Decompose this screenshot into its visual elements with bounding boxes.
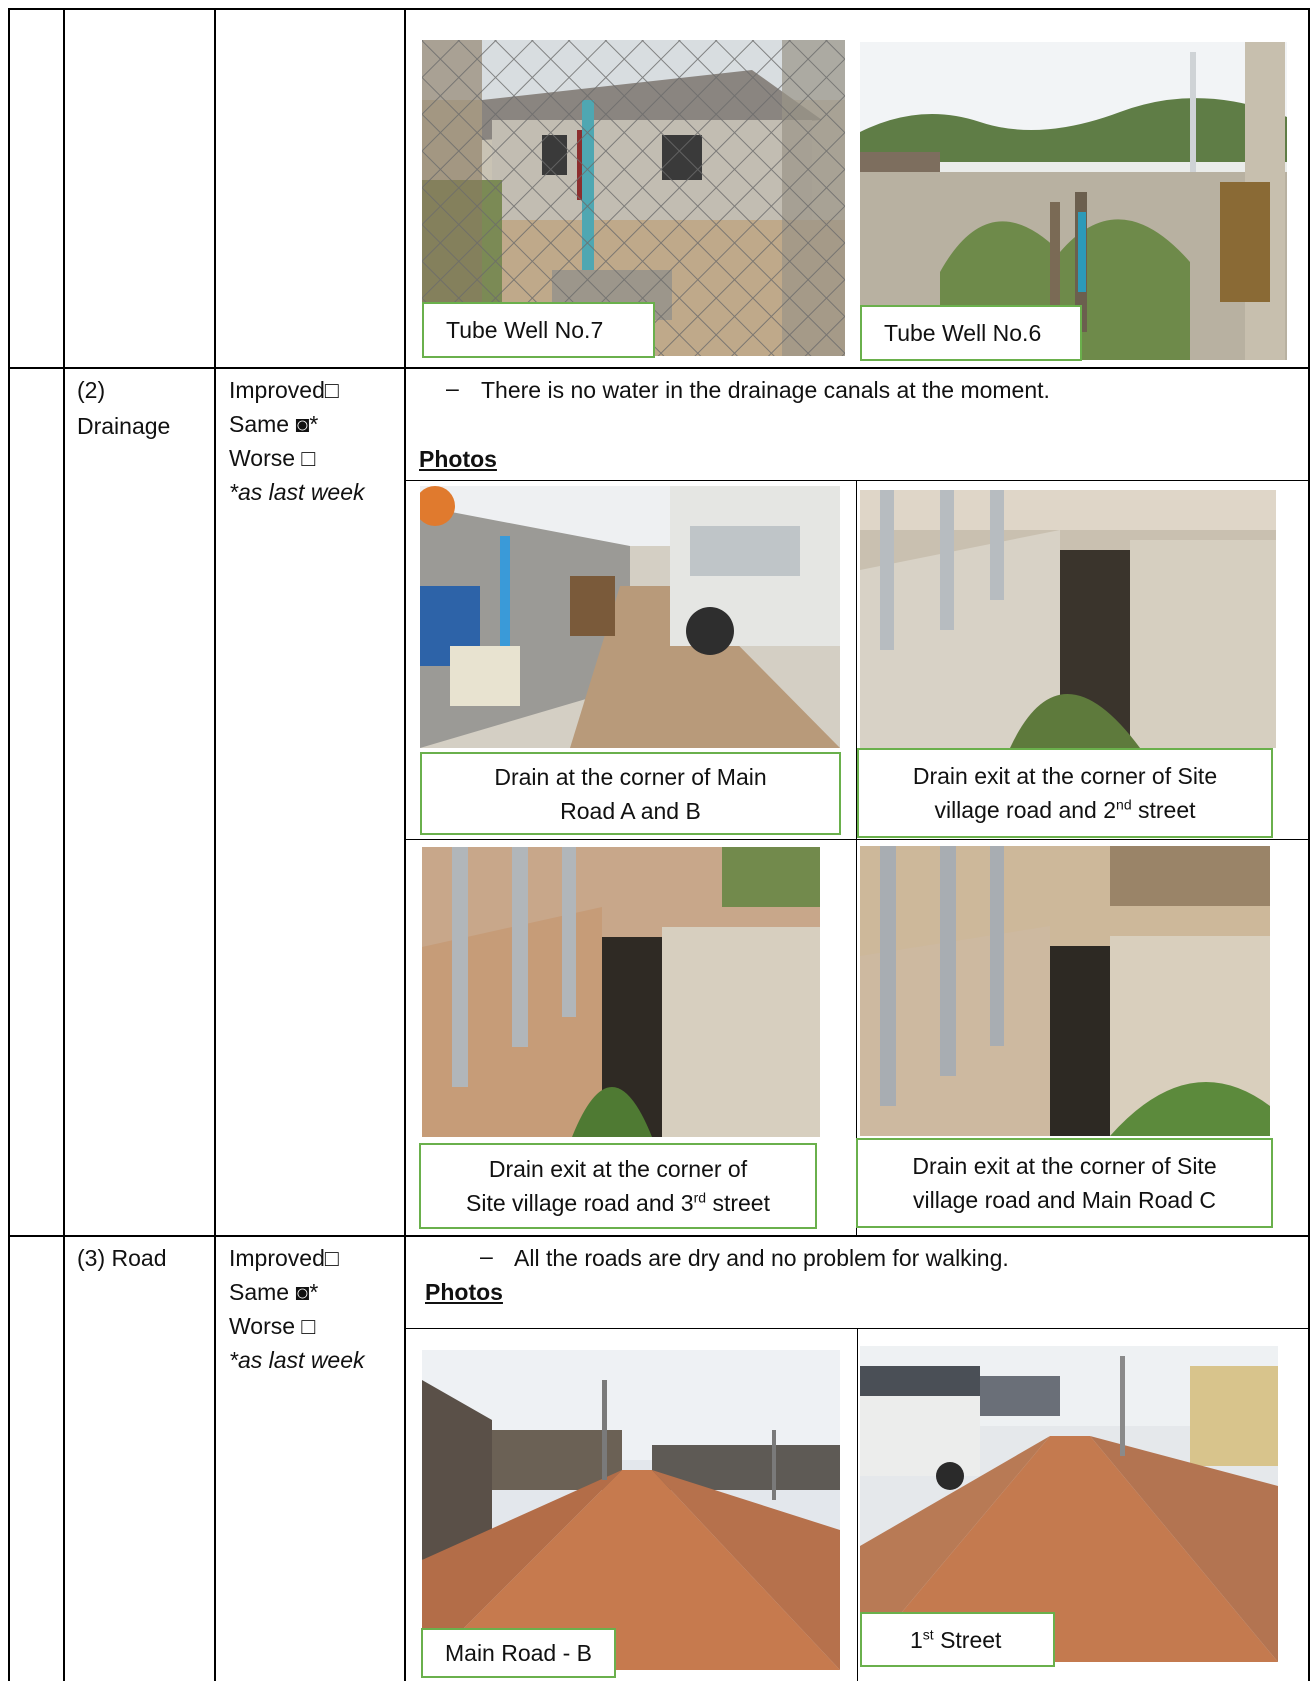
table-border-left — [8, 8, 10, 1681]
status-same: Same ◙* — [229, 411, 319, 437]
caption-1st-street — [860, 1612, 1055, 1667]
caption-text: Tube Well No.6 — [884, 320, 1042, 346]
ordinal-suffix: rd — [693, 1189, 707, 1206]
caption-line: village road and Main Road C — [912, 1187, 1216, 1213]
item-title: (3) Road — [77, 1245, 167, 1271]
status-improved: Improved□ — [229, 1245, 339, 1271]
caption-text: Site village road and 3 — [466, 1190, 694, 1216]
table-column-divider — [404, 8, 406, 1681]
caption-line: Drain at the corner of Main — [494, 763, 767, 790]
table-column-divider — [63, 8, 65, 1681]
item-number: (2) — [77, 377, 106, 403]
photos-heading: Photos — [419, 446, 497, 472]
table-row-divider — [8, 1235, 1310, 1237]
photo-main-road-b — [422, 1350, 840, 1670]
caption-text: Street — [933, 1626, 1002, 1653]
drainage-comment: There is no water in the drainage canals at the moment. — [481, 377, 1050, 403]
ordinal-suffix: st — [922, 1625, 934, 1642]
item-title: Drainage — [77, 413, 171, 439]
photos-heading: Photos — [425, 1279, 503, 1305]
caption-line — [934, 793, 1195, 827]
ordinal-suffix: nd — [1116, 796, 1132, 813]
caption-drain-4 — [856, 1138, 1273, 1228]
caption-line — [466, 1186, 770, 1220]
photo-drain-main-road-a-b — [420, 486, 840, 748]
photo-drain-exit-3rd-street — [422, 847, 820, 1137]
status-same: Same ◙* — [229, 1279, 319, 1305]
status-worse: Worse □ — [229, 445, 316, 471]
table-row-divider — [8, 367, 1310, 369]
status-note: *as last week — [229, 479, 365, 505]
caption-line: Drain exit at the corner of Site — [912, 763, 1218, 789]
caption-text: village road and 2 — [934, 797, 1117, 823]
caption-line: Road A and B — [560, 797, 701, 824]
caption-drain-2 — [857, 748, 1273, 838]
table-column-divider — [214, 8, 216, 1681]
caption-drain-1 — [420, 752, 841, 835]
photo-drain-exit-2nd-street — [860, 490, 1276, 748]
caption-line: Drain exit at the corner of Site — [912, 1153, 1217, 1179]
table-border-top — [8, 8, 1310, 10]
caption-text: street — [1131, 797, 1196, 823]
caption-text — [884, 1623, 1001, 1657]
status-improved: Improved□ — [229, 377, 339, 403]
caption-text: 1 — [910, 1626, 923, 1653]
photo-grid-divider — [857, 1328, 858, 1681]
road-comment: All the roads are dry and no problem for walking. — [514, 1245, 1009, 1271]
photo-drain-exit-main-road-c — [860, 846, 1270, 1136]
bullet-dash: – — [446, 375, 459, 401]
status-worse: Worse □ — [229, 1313, 316, 1339]
photo-grid-divider — [404, 839, 1310, 840]
caption-drain-3 — [419, 1143, 817, 1229]
caption-tube-well-6 — [860, 305, 1082, 361]
caption-text: Tube Well No.7 — [446, 317, 604, 343]
photo-grid-divider — [404, 480, 1310, 481]
caption-text: street — [706, 1190, 770, 1216]
photo-grid-divider — [404, 1328, 1310, 1329]
caption-main-road-b — [421, 1628, 616, 1678]
status-note: *as last week — [229, 1347, 365, 1373]
table-border-right — [1308, 8, 1310, 1681]
caption-text: Main Road - B — [445, 1640, 593, 1666]
bullet-dash: – — [480, 1243, 493, 1269]
caption-line: Drain exit at the corner of — [488, 1156, 748, 1182]
caption-tube-well-7 — [422, 302, 655, 358]
